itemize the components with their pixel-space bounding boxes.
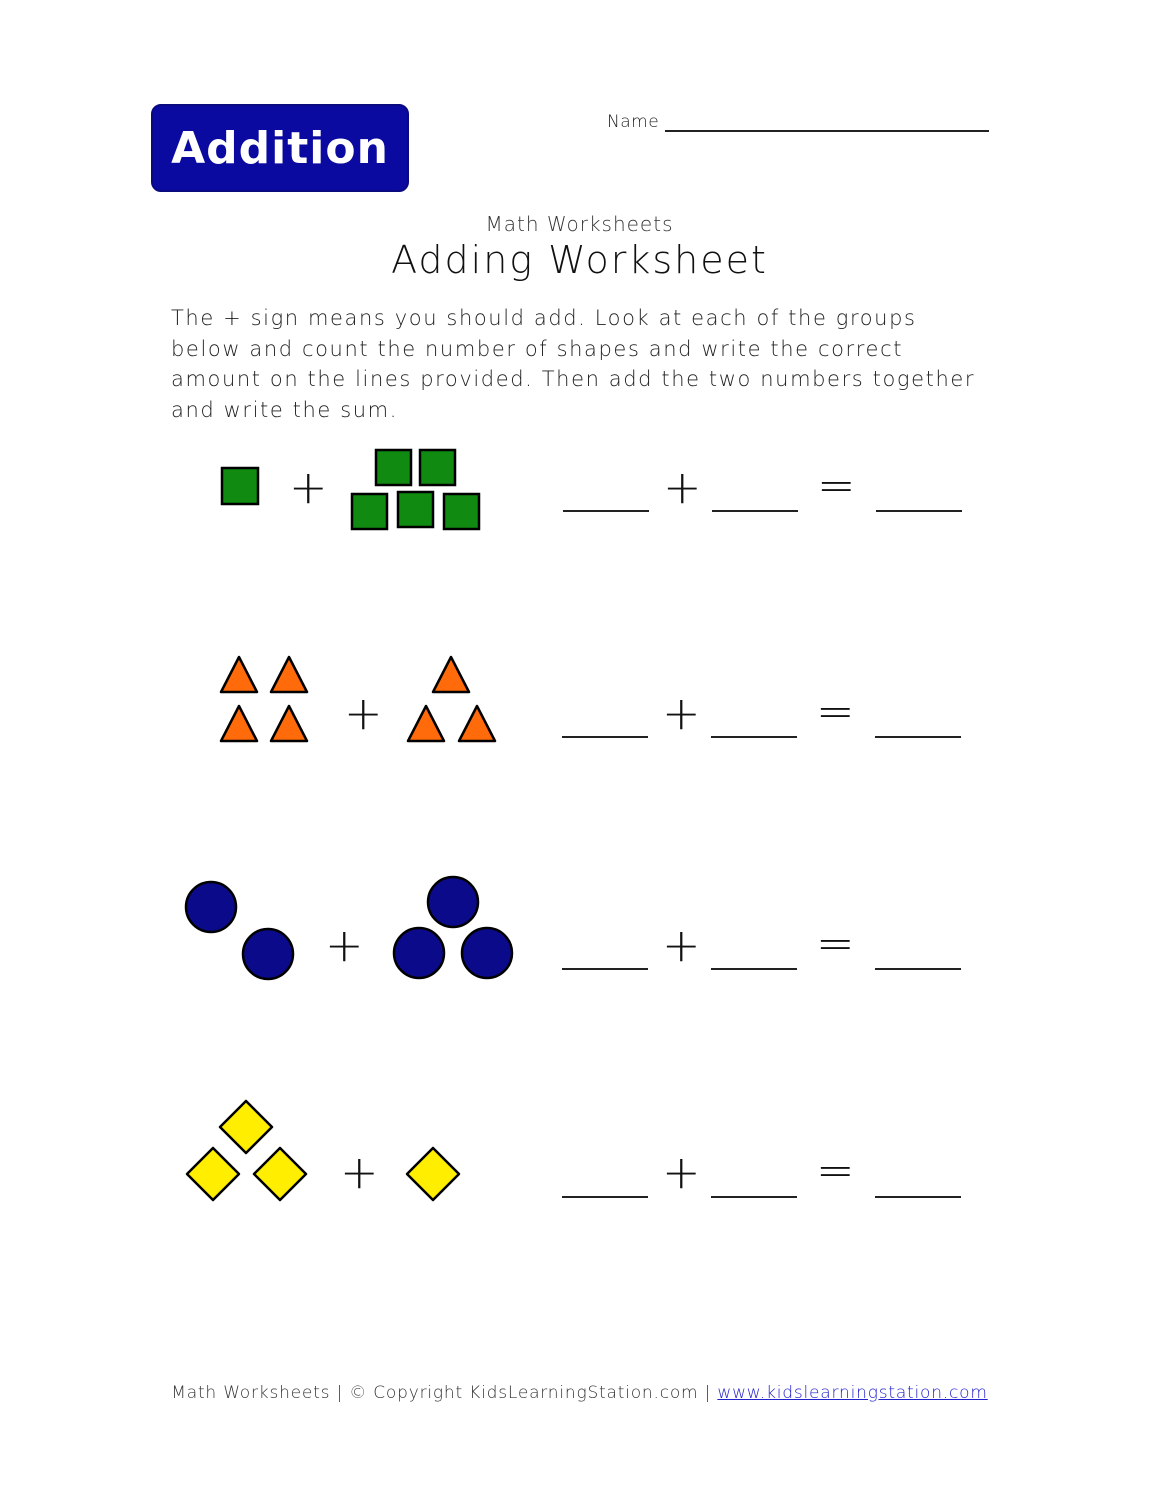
diamond-shape [220,1101,272,1153]
instructions: The + sign means you should add. Look at each of the groups below and count the number of shapes and write the correct amount on the lines provided. Then add the two numbers together and write the sum. [171,306,976,422]
name-line [665,112,989,132]
answer-blank-sum[interactable] [875,1196,961,1198]
badge-label: Addition [171,122,389,174]
addition-badge [151,104,409,192]
equals-sign: = [816,684,855,738]
circle-shape [394,928,444,978]
plus-sign: + [340,1145,379,1199]
triangle-shape [271,706,307,741]
square-shape [352,494,387,529]
answer-blank-right[interactable] [711,736,797,738]
answer-blank-left[interactable] [562,1196,648,1198]
answer-blank-sum[interactable] [875,968,961,970]
square-shape [398,492,433,527]
problem-1 [0,430,1159,580]
answer-blank-right[interactable] [712,510,798,512]
triangle-shape [459,706,495,741]
answer-blank-sum[interactable] [876,510,962,512]
answer-blank-left[interactable] [562,968,648,970]
triangle-shape [221,657,257,692]
footer-link[interactable]: www.kidslearningstation.com [717,1383,988,1403]
answer-blank-left[interactable] [562,736,648,738]
triangle-shape [408,706,444,741]
footer-copyright: Math Worksheets | © Copyright KidsLearningStation.com | [171,1383,718,1403]
diamond-shape [254,1148,306,1200]
triangle-shape [221,706,257,741]
problem-2 [0,650,1159,800]
problem-2-shapes [0,650,540,800]
triangle-shape [271,657,307,692]
problem-3 [0,870,1159,1020]
answer-blank-sum[interactable] [875,736,961,738]
problem-4-shapes [0,1095,540,1245]
answer-blank-right[interactable] [711,968,797,970]
plus-sign: + [325,918,364,972]
equals-sign: = [816,916,855,970]
circle-shape [428,877,478,927]
plus-sign: + [662,1145,701,1199]
circle-shape [462,928,512,978]
diamond-shape [187,1148,239,1200]
equals-sign: = [817,458,856,512]
problem-3-shapes [0,870,540,1020]
name-label: Name [607,112,660,132]
answer-blank-right[interactable] [711,1196,797,1198]
problem-1-shapes [0,430,540,580]
square-shape [444,494,479,529]
answer-blank-left[interactable] [563,510,649,512]
plus-sign: + [662,918,701,972]
plus-sign: + [289,460,328,514]
square-shape [376,450,411,485]
circle-shape [243,929,293,979]
subtitle: Math Worksheets [485,212,674,236]
problem-4 [0,1095,1159,1245]
footer [0,1383,1159,1403]
page-title: Adding Worksheet [391,238,768,282]
circle-shape [186,882,236,932]
triangle-shape [433,657,469,692]
name-field-row [607,108,989,132]
square-shape [420,450,455,485]
plus-sign: + [344,686,383,740]
equals-sign: = [816,1143,855,1197]
plus-sign: + [663,460,702,514]
square-shape [222,468,258,504]
diamond-shape [407,1148,459,1200]
plus-sign: + [662,686,701,740]
